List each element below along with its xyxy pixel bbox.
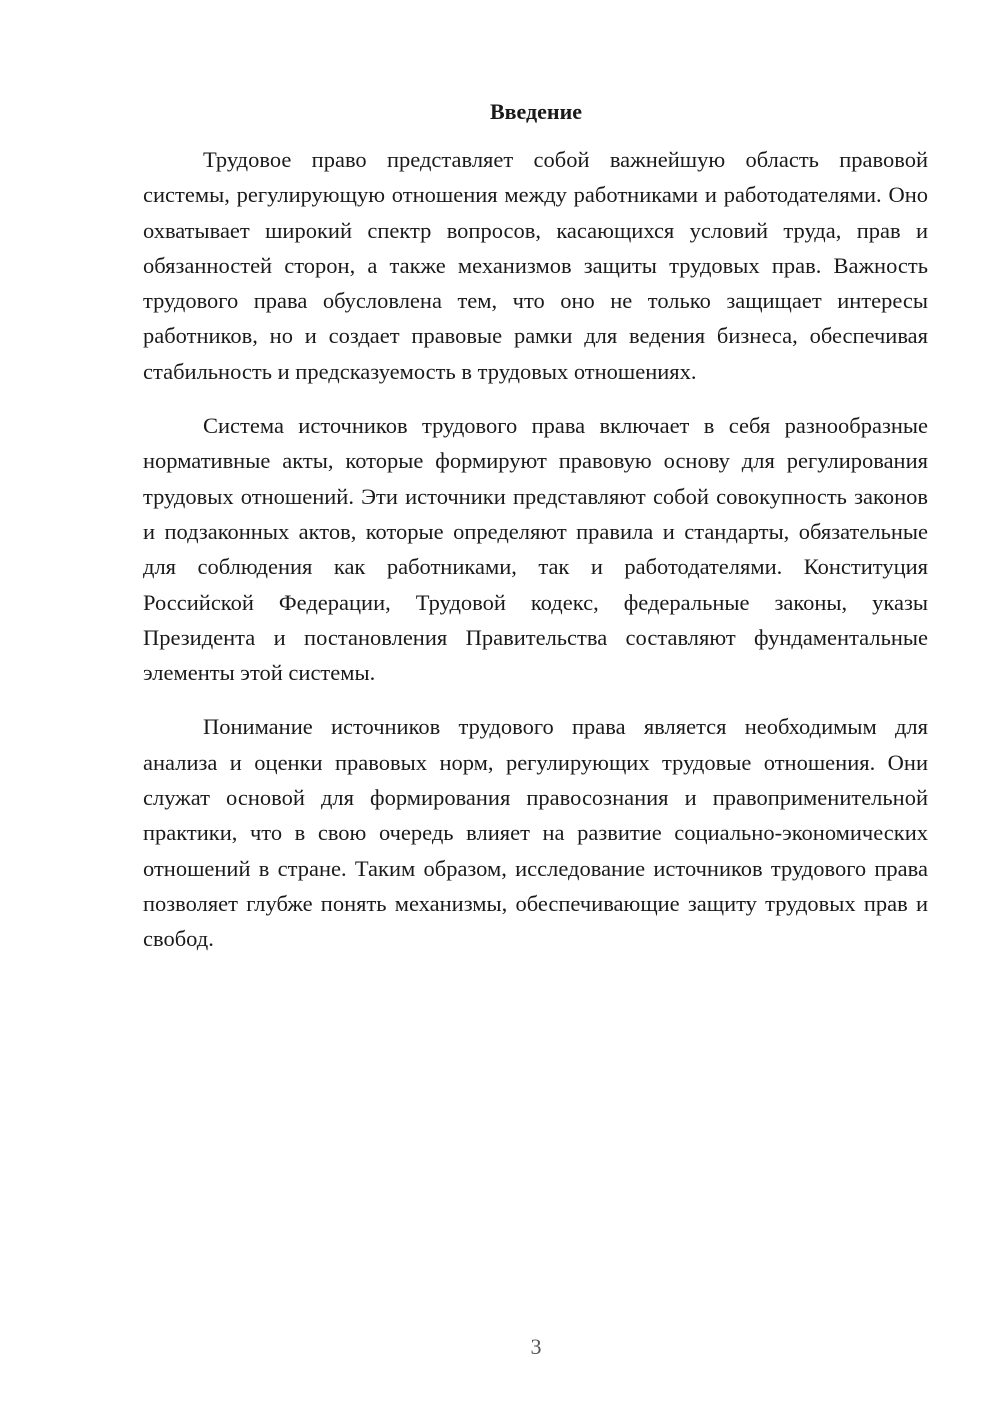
paragraph-3: Понимание источников трудового права является необходимым для анализа и оценки правовых норм, регулирующих трудовые отношения. Они служат основой для формирования правосознания и правоприменительной практики, что в свою очередь влияет на развитие социально-экономических отношений в стране. Таким образом, исследование источников трудового права позволяет глубже понять механизмы, обеспечивающие защиту трудовых прав и свобод. bbox=[143, 714, 928, 952]
section-title: Введение bbox=[489, 99, 583, 124]
paragraph-1: Трудовое право представляет собой важнейшую область правовой системы, регулирующую отношения между работниками и работодателями. Оно охватывает широкий спектр вопросов, касающихся условий труда, прав и обязанностей сторон, а также механизмов защиты трудовых прав. Важность трудового права обусловлена тем, что оно не только защищает интересы работников, но и создает правовые рамки для ведения бизнеса, обеспечивая стабильность и предсказуемость в трудовых отношениях. bbox=[143, 147, 928, 384]
page-number: 3 bbox=[530, 1334, 542, 1359]
paragraph-2: Система источников трудового права включает в себя разнообразные нормативные акты, которые формируют правовую основу для регулирования трудовых отношений. Эти источники представляют собой совокупность законов и подзаконных актов, которые определяют правила и стандарты, обязательные для соблюдения как работниками, так и работодателями. Конституция Российской Федерации, Трудовой кодекс, федеральные законы, указы Президента и постановления Правительства составляют фундаментальные элементы этой системы. bbox=[143, 413, 928, 686]
body-text bbox=[143, 142, 928, 976]
